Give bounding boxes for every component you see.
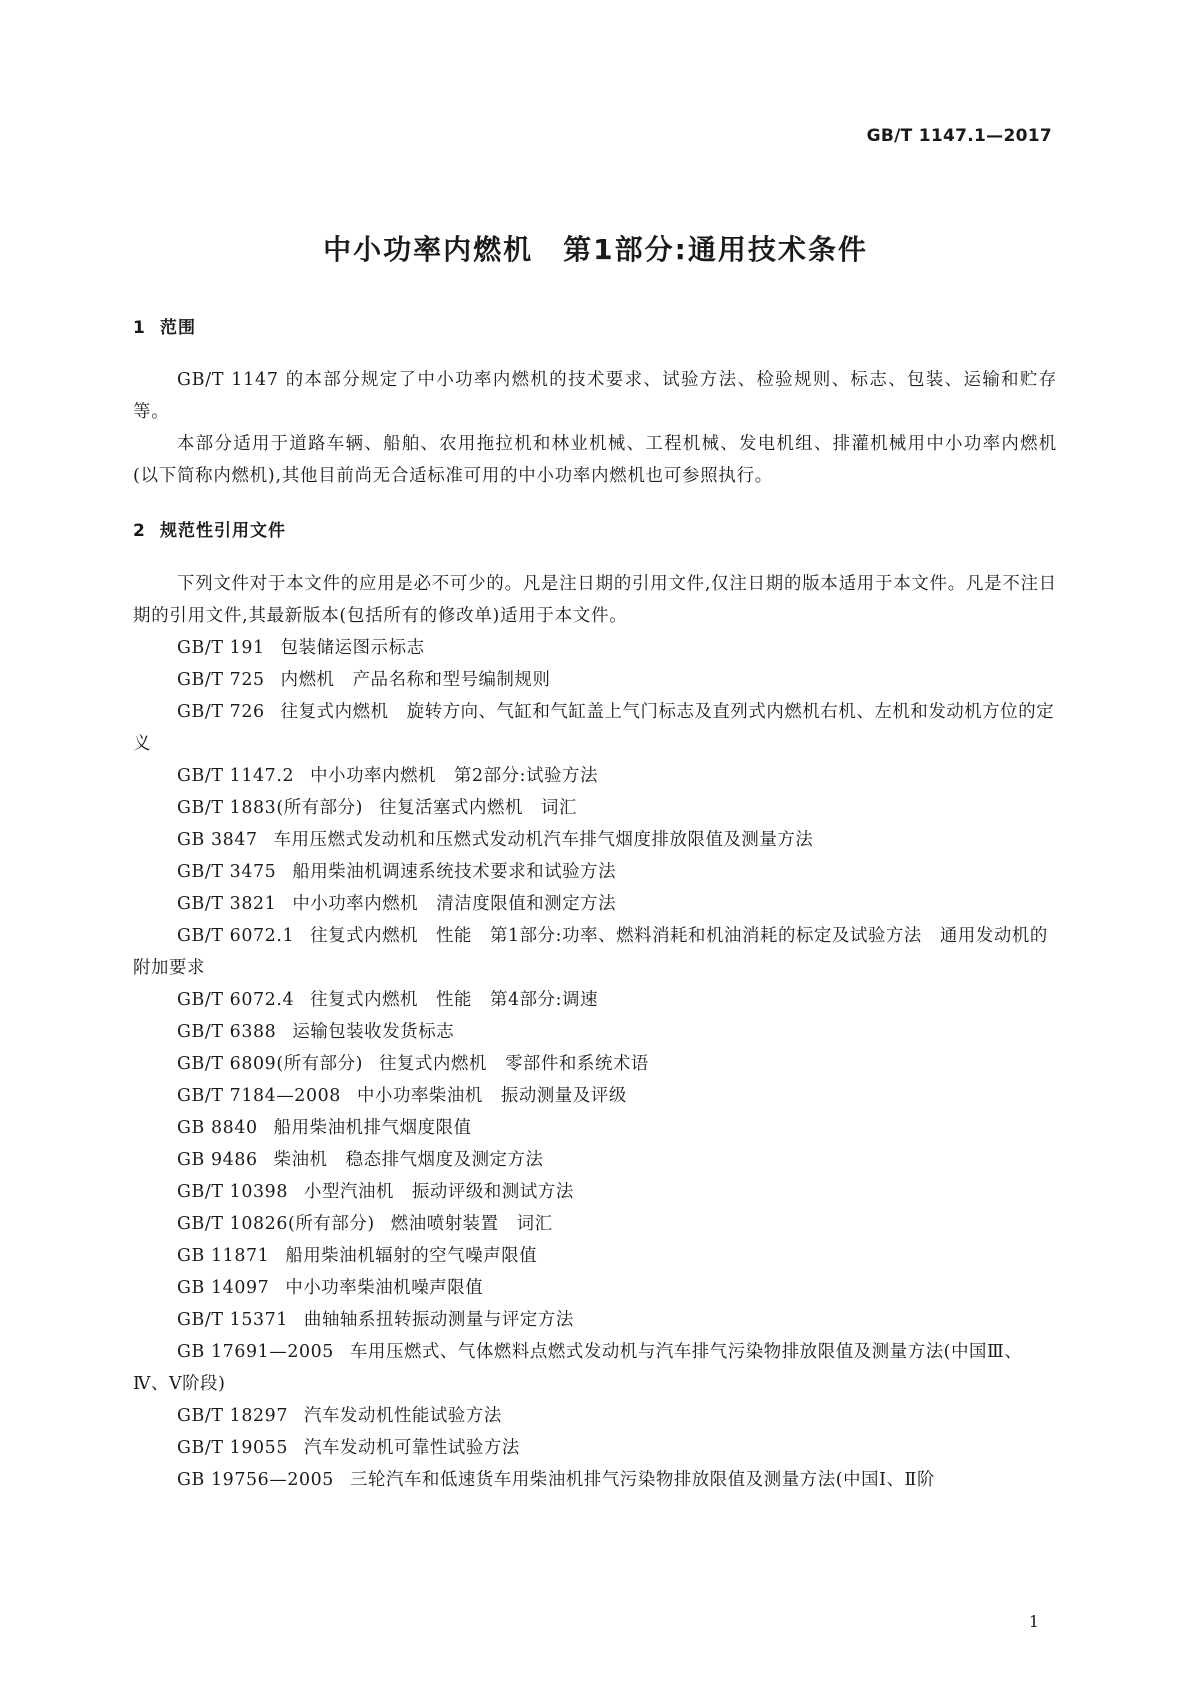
reference-item xyxy=(133,824,1057,856)
reference-title: 三轮汽车和低速货车用柴油机排气污染物排放限值及测量方法(中国Ⅰ、Ⅱ阶 xyxy=(349,1470,935,1490)
section-number: 2 xyxy=(133,521,146,541)
reference-title: 运输包装收发货标志 xyxy=(292,1022,455,1042)
reference-item xyxy=(133,1176,1057,1208)
section-1-body xyxy=(133,364,1057,492)
reference-title: 船用柴油机辐射的空气噪声限值 xyxy=(285,1246,538,1266)
reference-item xyxy=(133,1080,1057,1112)
reference-item xyxy=(133,1304,1057,1336)
reference-title: 往复式内燃机 旋转方向、气缸和气缸盖上气门标志及直列式内燃机右机、左机和发动机方位的定义 xyxy=(133,702,1055,754)
reference-code: GB/T 6072.4 xyxy=(177,990,295,1010)
reference-code: GB/T 10826(所有部分) xyxy=(177,1214,375,1234)
reference-title: 曲轴轴系扭转振动测量与评定方法 xyxy=(303,1310,574,1330)
reference-item xyxy=(133,696,1057,760)
reference-item xyxy=(133,856,1057,888)
reference-title: 汽车发动机可靠性试验方法 xyxy=(303,1438,520,1458)
reference-code: GB/T 191 xyxy=(177,638,265,658)
reference-code: GB/T 7184—2008 xyxy=(177,1086,341,1106)
reference-code: GB 19756—2005 xyxy=(177,1470,334,1490)
paragraph: GB/T 1147 的本部分规定了中小功率内燃机的技术要求、试验方法、检验规则、标志、包装、运输和贮存等。 xyxy=(133,370,1057,422)
reference-item xyxy=(133,760,1057,792)
reference-item xyxy=(133,1048,1057,1080)
reference-title: 车用压燃式发动机和压燃式发动机汽车排气烟度排放限值及测量方法 xyxy=(273,830,814,850)
reference-item xyxy=(133,1144,1057,1176)
reference-item xyxy=(133,1016,1057,1048)
page-number: 1 xyxy=(1028,1612,1039,1631)
reference-title: 包装储运图示标志 xyxy=(280,638,425,658)
reference-code: GB 9486 xyxy=(177,1150,258,1170)
reference-item xyxy=(133,1464,1057,1496)
reference-item xyxy=(133,792,1057,824)
reference-title: 往复式内燃机 性能 第1部分:功率、燃料消耗和机油消耗的标定及试验方法 通用发动机的附加要求 xyxy=(133,926,1048,978)
reference-title: 燃油喷射装置 词汇 xyxy=(390,1214,553,1234)
reference-item xyxy=(133,1336,1057,1400)
reference-title: 中小功率内燃机 清洁度限值和测定方法 xyxy=(292,894,617,914)
section-number: 1 xyxy=(133,318,146,338)
reference-code: GB/T 15371 xyxy=(177,1310,288,1330)
section-2-heading xyxy=(133,516,286,541)
reference-code: GB/T 18297 xyxy=(177,1406,288,1426)
reference-title: 车用压燃式、气体燃料点燃式发动机与汽车排气污染物排放限值及测量方法(中国Ⅲ、Ⅳ、Ⅴ阶段) xyxy=(133,1342,1023,1394)
reference-code: GB/T 726 xyxy=(177,702,265,722)
reference-item xyxy=(133,664,1057,696)
reference-code: GB 8840 xyxy=(177,1118,258,1138)
reference-code: GB 3847 xyxy=(177,830,258,850)
reference-code: GB/T 3475 xyxy=(177,862,277,882)
reference-code: GB/T 6072.1 xyxy=(177,926,295,946)
reference-title: 往复式内燃机 零部件和系统术语 xyxy=(379,1054,649,1074)
reference-code: GB 17691—2005 xyxy=(177,1342,334,1362)
standard-number: GB/T 1147.1—2017 xyxy=(866,126,1052,146)
reference-code: GB/T 725 xyxy=(177,670,265,690)
paragraph: 本部分适用于道路车辆、船舶、农用拖拉机和林业机械、工程机械、发电机组、排灌机械用中小功率内燃机(以下简称内燃机),其他目前尚无合适标准可用的中小功率内燃机也可参照执行。 xyxy=(133,434,1057,486)
reference-item xyxy=(133,1272,1057,1304)
reference-code: GB/T 6809(所有部分) xyxy=(177,1054,364,1074)
section-2-body xyxy=(133,568,1057,1496)
reference-code: GB/T 19055 xyxy=(177,1438,288,1458)
reference-item xyxy=(133,632,1057,664)
reference-title: 汽车发动机性能试验方法 xyxy=(303,1406,502,1426)
reference-code: GB/T 3821 xyxy=(177,894,277,914)
reference-list xyxy=(133,632,1057,1496)
reference-code: GB 14097 xyxy=(177,1278,270,1298)
reference-item xyxy=(133,920,1057,984)
section-title: 范围 xyxy=(160,318,196,338)
reference-code: GB/T 6388 xyxy=(177,1022,277,1042)
reference-item xyxy=(133,984,1057,1016)
reference-item xyxy=(133,1112,1057,1144)
reference-item xyxy=(133,888,1057,920)
document-title: 中小功率内燃机 第1部分:通用技术条件 xyxy=(323,233,868,266)
reference-item xyxy=(133,1208,1057,1240)
reference-title: 中小功率内燃机 第2部分:试验方法 xyxy=(310,766,599,786)
reference-title: 小型汽油机 振动评级和测试方法 xyxy=(303,1182,574,1202)
reference-title: 船用柴油机排气烟度限值 xyxy=(273,1118,472,1138)
section-1-heading xyxy=(133,313,196,338)
reference-code: GB 11871 xyxy=(177,1246,270,1266)
reference-title: 中小功率柴油机 振动测量及评级 xyxy=(356,1086,627,1106)
reference-item xyxy=(133,1240,1057,1272)
section-title: 规范性引用文件 xyxy=(160,521,286,541)
reference-title: 往复活塞式内燃机 词汇 xyxy=(379,798,577,818)
reference-item xyxy=(133,1432,1057,1464)
reference-code: GB/T 10398 xyxy=(177,1182,288,1202)
reference-title: 柴油机 稳态排气烟度及测定方法 xyxy=(273,1150,544,1170)
intro-paragraph: 下列文件对于本文件的应用是必不可少的。凡是注日期的引用文件,仅注日期的版本适用于本文件。凡是不注日期的引用文件,其最新版本(包括所有的修改单)适用于本文件。 xyxy=(133,574,1057,626)
reference-code: GB/T 1883(所有部分) xyxy=(177,798,364,818)
reference-code: GB/T 1147.2 xyxy=(177,766,295,786)
reference-title: 中小功率柴油机噪声限值 xyxy=(285,1278,484,1298)
reference-item xyxy=(133,1400,1057,1432)
reference-title: 内燃机 产品名称和型号编制规则 xyxy=(280,670,551,690)
reference-title: 船用柴油机调速系统技术要求和试验方法 xyxy=(292,862,617,882)
reference-title: 往复式内燃机 性能 第4部分:调速 xyxy=(310,990,599,1010)
